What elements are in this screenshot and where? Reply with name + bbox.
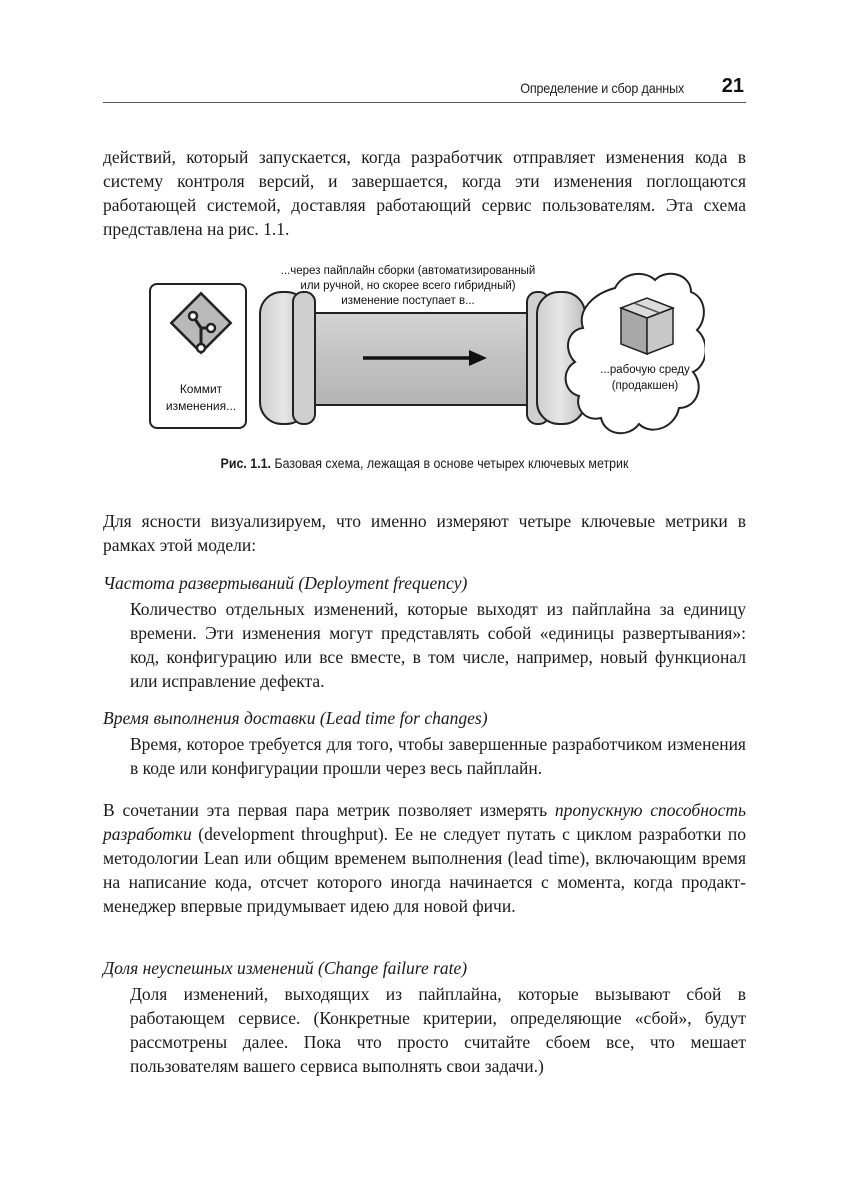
metric-term-deployment-frequency: Частота развертываний (Deployment frequency) bbox=[103, 573, 468, 593]
running-header bbox=[103, 74, 746, 103]
throughput-text-before: В сочетании эта первая пара метрик позволяет измерять bbox=[103, 800, 555, 820]
section-title: Определение и сбор данных bbox=[520, 80, 684, 96]
figure-1-1 bbox=[145, 258, 705, 448]
figure-caption bbox=[129, 456, 721, 471]
commit-box bbox=[150, 284, 246, 428]
metric-term-lead-time: Время выполнения доставки (Lead time for changes) bbox=[103, 708, 488, 728]
production-cloud bbox=[566, 274, 705, 433]
pipeline-label-2: или ручной, но скорее всего гибридный) bbox=[300, 280, 516, 292]
metric-desc-change-failure-rate: Доля изменений, выходящих из пайплайна, которые вызывают сбой в работающем сервисе. (Конкретные критерии, определяющие «сбой», будут рассмотрены далее. Пока что просто считайте сбоем все, что мешает пользователям вашего сервиса выполнять свои задачи.) bbox=[130, 984, 746, 1076]
caption-number: Рис. 1.1. bbox=[220, 456, 272, 471]
caption-text: Базовая схема, лежащая в основе четырех ключевых метрик bbox=[271, 456, 629, 471]
pipeline-diagram bbox=[145, 258, 705, 448]
throughput-term: пропускную способность разработки bbox=[103, 800, 746, 844]
prod-label-1: ...рабочую среду bbox=[600, 364, 690, 376]
metric-term-change-failure-rate: Доля неуспешных изменений (Change failure rate) bbox=[103, 958, 468, 978]
throughput-paragraph bbox=[103, 798, 746, 918]
visualize-paragraph: Для ясности визуализируем, что именно измеряют четыре ключевые метрики в рамках этой модели: bbox=[103, 511, 746, 555]
page-number: 21 bbox=[721, 75, 744, 97]
intro-paragraph: действий, который запускается, когда разработчик отправляет изменения кода в систему контроля версий, и завершается, когда эти изменения поглощаются работающей системой, доставляя работающий сервис пользователям. Эта схема представлена на рис. 1.1. bbox=[103, 147, 746, 239]
metric-desc-deployment-frequency: Количество отдельных изменений, которые выходят из пайплайна за единицу времени. Эти изменения могут представлять собой «единицы развертывания»: код, конфигурацию или все вместе, в том числе, например, новый функционал или исправление дефекта. bbox=[130, 599, 746, 691]
commit-label-2: изменения... bbox=[165, 399, 237, 413]
metric-desc-lead-time: Время, которое требуется для того, чтобы завершенные разработчиком изменения в коде или конфигурации прошли через весь пайплайн. bbox=[130, 734, 746, 778]
package-box-icon bbox=[621, 298, 673, 354]
commit-label-1: Коммит bbox=[179, 382, 223, 396]
pipeline-label-3: изменение поступает в... bbox=[341, 295, 475, 307]
prod-label-2: (продакшен) bbox=[611, 380, 679, 392]
pipeline-label-1: ...через пайплайн сборки (автоматизированный bbox=[280, 265, 536, 277]
build-pipeline bbox=[260, 292, 585, 424]
throughput-text-after: (development throughput). Ее не следует путать с циклом разработки по методологии Lean или общим временем выполнения (lead time), включающим время на написание кода, отсчет которого иногда начинается с момента, когда продакт-менеджер впервые придумывает идею для новой фичи. bbox=[103, 824, 746, 916]
